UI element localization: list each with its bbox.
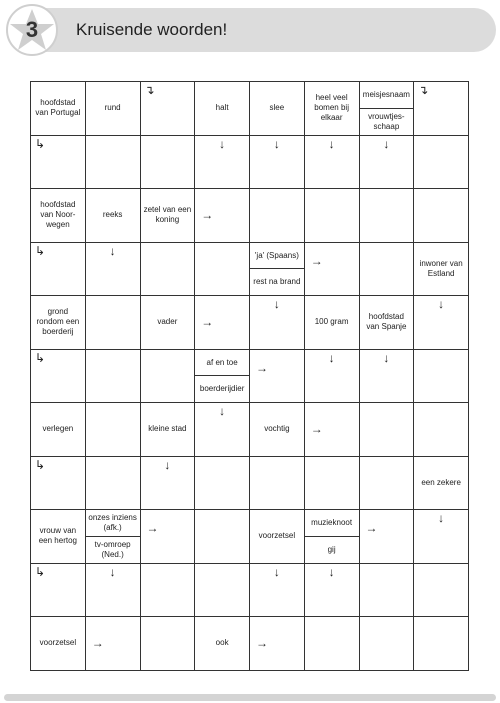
arrow-down-icon: ↓ bbox=[383, 136, 390, 151]
arrow-right-icon: → bbox=[146, 521, 159, 535]
answer-cell[interactable] bbox=[359, 349, 414, 403]
answer-cell[interactable] bbox=[304, 563, 359, 617]
arrow-right-down-icon: ↴ bbox=[144, 83, 155, 97]
answer-cell[interactable] bbox=[414, 135, 469, 189]
answer-cell[interactable] bbox=[359, 617, 414, 671]
clue-text: verlegen bbox=[42, 424, 74, 434]
clue-cell bbox=[414, 242, 469, 296]
clue-cell bbox=[31, 296, 86, 350]
answer-cell[interactable] bbox=[414, 617, 469, 671]
clue-text: slee bbox=[269, 103, 285, 113]
clue-cell bbox=[31, 510, 86, 564]
clue-text: gij bbox=[305, 536, 359, 563]
answer-cell[interactable] bbox=[195, 242, 250, 296]
clue-text: vrouw van een hertog bbox=[38, 526, 77, 546]
answer-cell[interactable] bbox=[85, 135, 140, 189]
arrow-right-down-icon: ↴ bbox=[418, 83, 429, 97]
clue-cell bbox=[250, 82, 305, 136]
arrow-right-icon: → bbox=[256, 636, 268, 651]
clue-text: hoofdstad van Noor-wegen bbox=[40, 200, 76, 230]
answer-cell[interactable] bbox=[359, 189, 414, 243]
footer-bar bbox=[4, 694, 496, 701]
answer-cell[interactable] bbox=[359, 242, 414, 296]
answer-cell[interactable] bbox=[140, 456, 195, 510]
split-clue-cell bbox=[250, 242, 305, 296]
answer-cell[interactable] bbox=[414, 296, 469, 350]
answer-cell[interactable] bbox=[140, 135, 195, 189]
clue-cell bbox=[359, 296, 414, 350]
arrow-down-icon: ↓ bbox=[328, 350, 335, 365]
clue-text: vrouwtjes-schaap bbox=[360, 108, 414, 135]
exercise-title: Kruisende woorden! bbox=[76, 20, 228, 39]
clue-text: inwoner van Estland bbox=[419, 258, 463, 278]
arrow-down-icon: ↓ bbox=[273, 136, 280, 151]
answer-cell[interactable] bbox=[85, 242, 140, 296]
clue-text: rund bbox=[104, 103, 121, 113]
answer-cell[interactable] bbox=[250, 617, 305, 671]
arrow-down-right-icon: ↳ bbox=[35, 457, 46, 472]
answer-cell[interactable] bbox=[414, 563, 469, 617]
crossword-grid bbox=[30, 81, 469, 671]
answer-cell[interactable] bbox=[304, 349, 359, 403]
clue-text: reeks bbox=[102, 210, 123, 220]
grid-row bbox=[31, 510, 469, 564]
clue-cell bbox=[250, 403, 305, 457]
clue-cell bbox=[31, 403, 86, 457]
arrow-down-icon: ↓ bbox=[109, 243, 116, 258]
answer-cell[interactable] bbox=[85, 403, 140, 457]
clue-text: voorzetsel bbox=[258, 531, 296, 541]
answer-cell[interactable] bbox=[195, 510, 250, 564]
answer-cell[interactable] bbox=[250, 135, 305, 189]
arrow-down-icon: ↓ bbox=[219, 404, 226, 418]
clue-text: af en toe bbox=[206, 357, 238, 367]
answer-cell[interactable] bbox=[195, 135, 250, 189]
grid-row bbox=[31, 296, 469, 350]
clue-text: 'ja' (Spaans) bbox=[254, 250, 299, 260]
answer-cell[interactable] bbox=[414, 510, 469, 564]
arrow-down-icon: ↓ bbox=[438, 511, 445, 525]
answer-cell[interactable] bbox=[304, 242, 359, 296]
arrow-down-icon: ↓ bbox=[328, 136, 335, 151]
clue-cell bbox=[140, 403, 195, 457]
answer-cell[interactable] bbox=[359, 403, 414, 457]
answer-cell[interactable] bbox=[85, 456, 140, 510]
answer-cell[interactable] bbox=[250, 189, 305, 243]
answer-cell[interactable] bbox=[140, 82, 195, 136]
grid-row bbox=[31, 403, 469, 457]
answer-cell[interactable] bbox=[31, 349, 86, 403]
answer-cell[interactable] bbox=[85, 349, 140, 403]
clue-text: hoofdstad van Spanje bbox=[366, 312, 407, 332]
clue-text: vochtig bbox=[264, 424, 290, 434]
grid-row bbox=[31, 135, 469, 189]
grid-row bbox=[31, 242, 469, 296]
clue-cell bbox=[304, 296, 359, 350]
answer-cell[interactable] bbox=[414, 349, 469, 403]
clue-text: 100 gram bbox=[314, 317, 349, 327]
clue-cell bbox=[31, 82, 86, 136]
clue-cell bbox=[250, 510, 305, 564]
answer-cell[interactable] bbox=[359, 510, 414, 564]
grid-row bbox=[31, 349, 469, 403]
split-clue-cell bbox=[359, 82, 414, 136]
clue-text: grond rondom een boerderij bbox=[36, 307, 80, 337]
clue-cell bbox=[31, 189, 86, 243]
answer-cell[interactable] bbox=[140, 617, 195, 671]
arrow-down-icon: ↓ bbox=[328, 564, 335, 579]
answer-cell[interactable] bbox=[195, 296, 250, 350]
clue-cell bbox=[31, 617, 86, 671]
clue-cell bbox=[140, 296, 195, 350]
clue-text: tv-omroep (Ned.) bbox=[86, 536, 140, 563]
answer-cell[interactable] bbox=[304, 189, 359, 243]
clue-cell bbox=[414, 456, 469, 510]
answer-cell[interactable] bbox=[359, 563, 414, 617]
answer-cell[interactable] bbox=[250, 456, 305, 510]
clue-text: vader bbox=[157, 317, 178, 327]
arrow-down-icon: ↓ bbox=[219, 136, 226, 151]
clue-text: ook bbox=[215, 638, 229, 648]
answer-cell[interactable] bbox=[195, 403, 250, 457]
answer-cell[interactable] bbox=[31, 563, 86, 617]
clue-text: halt bbox=[215, 103, 229, 113]
arrow-down-right-icon: ↳ bbox=[35, 350, 46, 365]
clue-cell bbox=[195, 82, 250, 136]
answer-cell[interactable] bbox=[195, 563, 250, 617]
arrow-down-right-icon: ↳ bbox=[35, 136, 46, 151]
exercise-number: 3 bbox=[25, 17, 39, 42]
answer-cell[interactable] bbox=[140, 349, 195, 403]
split-clue-cell bbox=[304, 510, 359, 564]
answer-cell[interactable] bbox=[304, 135, 359, 189]
clue-text: zetel van een koning bbox=[143, 205, 192, 225]
arrow-down-icon: ↓ bbox=[273, 564, 280, 579]
clue-text: muzieknoot bbox=[311, 518, 353, 528]
arrow-right-icon: → bbox=[310, 253, 323, 268]
arrow-down-icon: ↓ bbox=[438, 297, 445, 311]
answer-cell[interactable] bbox=[414, 189, 469, 243]
clue-text: boerderijdier bbox=[195, 375, 249, 402]
answer-cell[interactable] bbox=[85, 617, 140, 671]
clue-text: kleine stad bbox=[148, 424, 187, 434]
arrow-right-icon: → bbox=[201, 315, 214, 330]
answer-cell[interactable] bbox=[414, 82, 469, 136]
arrow-right-icon: → bbox=[310, 422, 323, 437]
clue-text: hoofdstad van Portugal bbox=[35, 98, 81, 118]
answer-cell[interactable] bbox=[195, 456, 250, 510]
clue-text: rest na brand bbox=[250, 268, 304, 295]
answer-cell[interactable] bbox=[85, 563, 140, 617]
clue-cell bbox=[195, 617, 250, 671]
answer-cell[interactable] bbox=[140, 242, 195, 296]
clue-text: heel veel bomen bij elkaar bbox=[314, 93, 349, 123]
arrow-down-icon: ↓ bbox=[383, 350, 390, 365]
answer-cell[interactable] bbox=[250, 563, 305, 617]
clue-cell bbox=[85, 82, 140, 136]
answer-cell[interactable] bbox=[140, 510, 195, 564]
answer-cell[interactable] bbox=[250, 349, 305, 403]
arrow-right-icon: → bbox=[365, 521, 378, 535]
clue-text: onzes inziens (afk.) bbox=[88, 513, 137, 532]
clue-text: voorzetsel bbox=[39, 638, 77, 648]
arrow-right-icon: → bbox=[91, 636, 104, 651]
arrow-right-icon: → bbox=[256, 360, 268, 375]
clue-text: een zekere bbox=[421, 477, 461, 487]
arrow-down-right-icon: ↳ bbox=[35, 243, 46, 258]
arrow-down-right-icon: ↳ bbox=[35, 564, 46, 579]
grid-row bbox=[31, 82, 469, 136]
exercise-header bbox=[6, 4, 496, 56]
answer-cell[interactable] bbox=[195, 189, 250, 243]
clue-cell bbox=[140, 189, 195, 243]
answer-cell[interactable] bbox=[304, 456, 359, 510]
grid-row bbox=[31, 456, 469, 510]
answer-cell[interactable] bbox=[250, 296, 305, 350]
split-clue-cell bbox=[85, 510, 140, 564]
grid-row bbox=[31, 563, 469, 617]
answer-cell[interactable] bbox=[31, 135, 86, 189]
split-clue-cell bbox=[195, 349, 250, 403]
answer-cell[interactable] bbox=[304, 403, 359, 457]
answer-cell[interactable] bbox=[31, 242, 86, 296]
arrow-down-icon: ↓ bbox=[109, 564, 116, 579]
answer-cell[interactable] bbox=[140, 563, 195, 617]
grid-row bbox=[31, 189, 469, 243]
exercise-number-badge bbox=[6, 4, 58, 56]
grid-row bbox=[31, 617, 469, 671]
clue-cell bbox=[85, 189, 140, 243]
clue-text: meisjesnaam bbox=[362, 90, 410, 100]
arrow-down-icon: ↓ bbox=[273, 297, 280, 311]
answer-cell[interactable] bbox=[359, 456, 414, 510]
answer-cell[interactable] bbox=[85, 296, 140, 350]
answer-cell[interactable] bbox=[304, 617, 359, 671]
answer-cell[interactable] bbox=[31, 456, 86, 510]
arrow-right-icon: → bbox=[201, 208, 214, 223]
answer-cell[interactable] bbox=[414, 403, 469, 457]
clue-cell bbox=[304, 82, 359, 136]
arrow-down-icon: ↓ bbox=[164, 457, 171, 472]
answer-cell[interactable] bbox=[359, 135, 414, 189]
